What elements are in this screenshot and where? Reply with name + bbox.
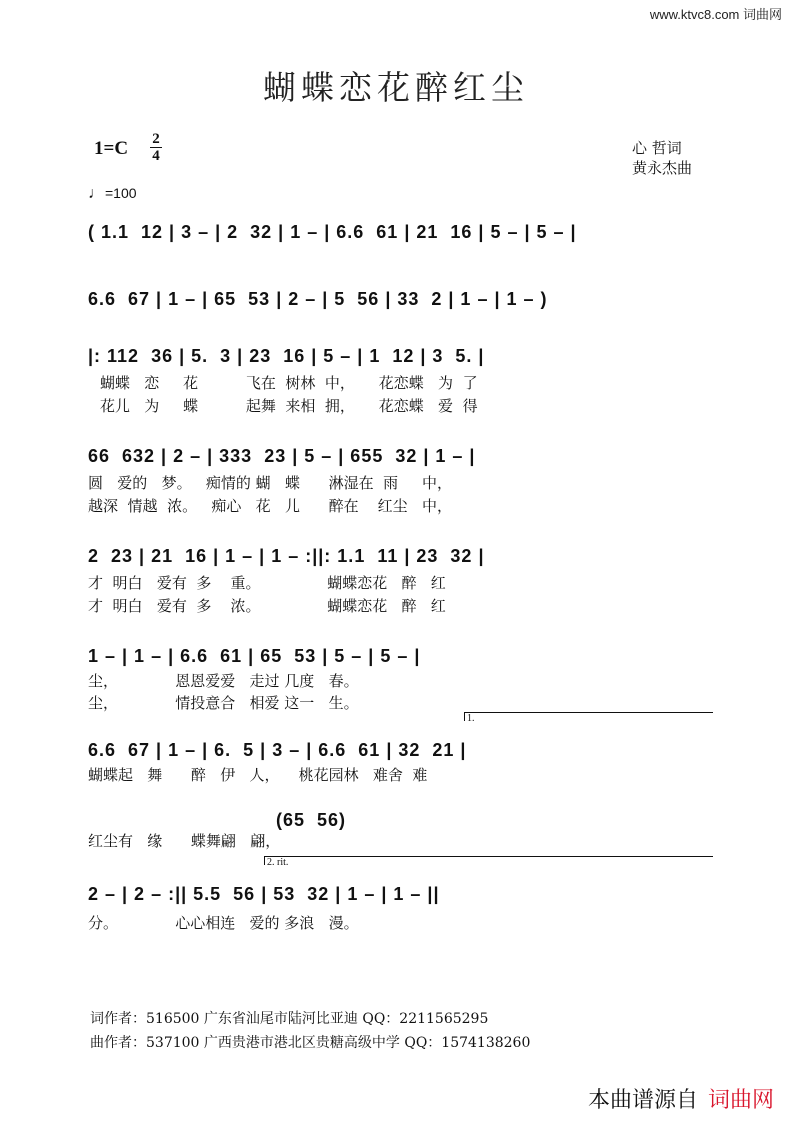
notation-row: (65 56): [276, 810, 347, 830]
time-signature: [150, 132, 162, 163]
notation-row: 6.6 67 | 1 – | 6. 5 | 3 – | 6.6 61 | 32 21 |: [88, 740, 467, 760]
volta-first-ending: 1.: [464, 712, 713, 721]
notation-row: |: 112 36 | 5. 3 | 23 16 | 5 – | 1 12 | 3 5. |: [88, 346, 485, 366]
lyrics-verse-1: 分。 心心相连 爱的 多浪 漫。: [88, 914, 359, 932]
composer-contact: 曲作者：537100 广西贵港市港北区贵糖高级中学 QQ：1574138260: [90, 1035, 531, 1051]
lyricist-credit: 心 哲词: [632, 139, 682, 157]
lyricist-contact: 词作者：516500 广东省汕尾市陆河比亚迪 QQ：2211565295: [90, 1011, 489, 1027]
lyrics-verse-1: 才 明白 爱有 多 重。 蝴蝶恋花 醉 红: [88, 574, 446, 592]
lyrics-verse-2: 尘， 情投意合 相爱 这一 生。: [88, 694, 359, 712]
source-brand: [588, 1083, 774, 1114]
source-label: 本曲谱源自: [587, 1088, 698, 1113]
notation-row: 1 – | 1 – | 6.6 61 | 65 53 | 5 – | 5 – |: [88, 646, 421, 666]
quarter-note-icon: ♩: [88, 185, 104, 202]
notation-row: 2 – | 2 – :|| 5.5 56 | 53 32 | 1 – | 1 – ||: [88, 884, 440, 904]
brand-link[interactable]: 词曲网: [707, 1088, 774, 1113]
composer-credit: 黄永杰曲: [632, 159, 693, 177]
notation-row: 2 23 | 21 16 | 1 – | 1 – :||: 1.1 11 | 23 32 |: [88, 546, 485, 566]
lyrics-verse-1: 尘， 恩恩爱爱 走过 几度 春。: [88, 672, 359, 690]
song-title: 蝴蝶恋花醉红尘: [263, 68, 529, 107]
lyrics-verse-1: 蝴蝶 恋 花 飞在 树林 中， 花恋蝶 为 了: [100, 374, 478, 392]
notation-row: 66 632 | 2 – | 333 23 | 5 – | 655 32 | 1 – |: [88, 446, 476, 466]
lyrics-verse-1: 圆 爱的 梦。 痴情的 蝴 蝶 淋湿在 雨 中，: [88, 474, 452, 492]
tempo-value: =100: [105, 185, 137, 201]
lyrics-verse-1: 红尘有 缘 蝶舞翩 翩，: [88, 832, 281, 850]
tempo-marking: [88, 185, 137, 203]
lyrics-verse-2: 花儿 为 蝶 起舞 来相 拥， 花恋蝶 爱 得: [100, 397, 478, 415]
notation-row: 6.6 67 | 1 – | 65 53 | 2 – | 5 56 | 33 2 | 1 – | 1 – ): [88, 289, 548, 309]
time-signature-bottom: 4: [152, 148, 160, 164]
lyrics-verse-2: 才 明白 爱有 多 浓。 蝴蝶恋花 醉 红: [88, 597, 446, 615]
time-signature-top: 2: [152, 131, 160, 147]
notation-row: ( 1.1 12 | 3 – | 2 32 | 1 – | 6.6 61 | 21 16 | 5 – | 5 – |: [88, 222, 577, 242]
key-signature: 1=C: [94, 138, 129, 159]
watermark-url[interactable]: www.ktvc8.com 词曲网: [649, 7, 782, 22]
credits: [632, 138, 692, 178]
volta-second-ending: 2. rit.: [264, 856, 713, 865]
lyrics-verse-1: 蝴蝶起 舞 醉 伊 人， 桃花园林 难舍 难: [88, 766, 428, 784]
lyrics-verse-2: 越深 情越 浓。 痴心 花 儿 醉在 红尘 中，: [88, 497, 452, 515]
